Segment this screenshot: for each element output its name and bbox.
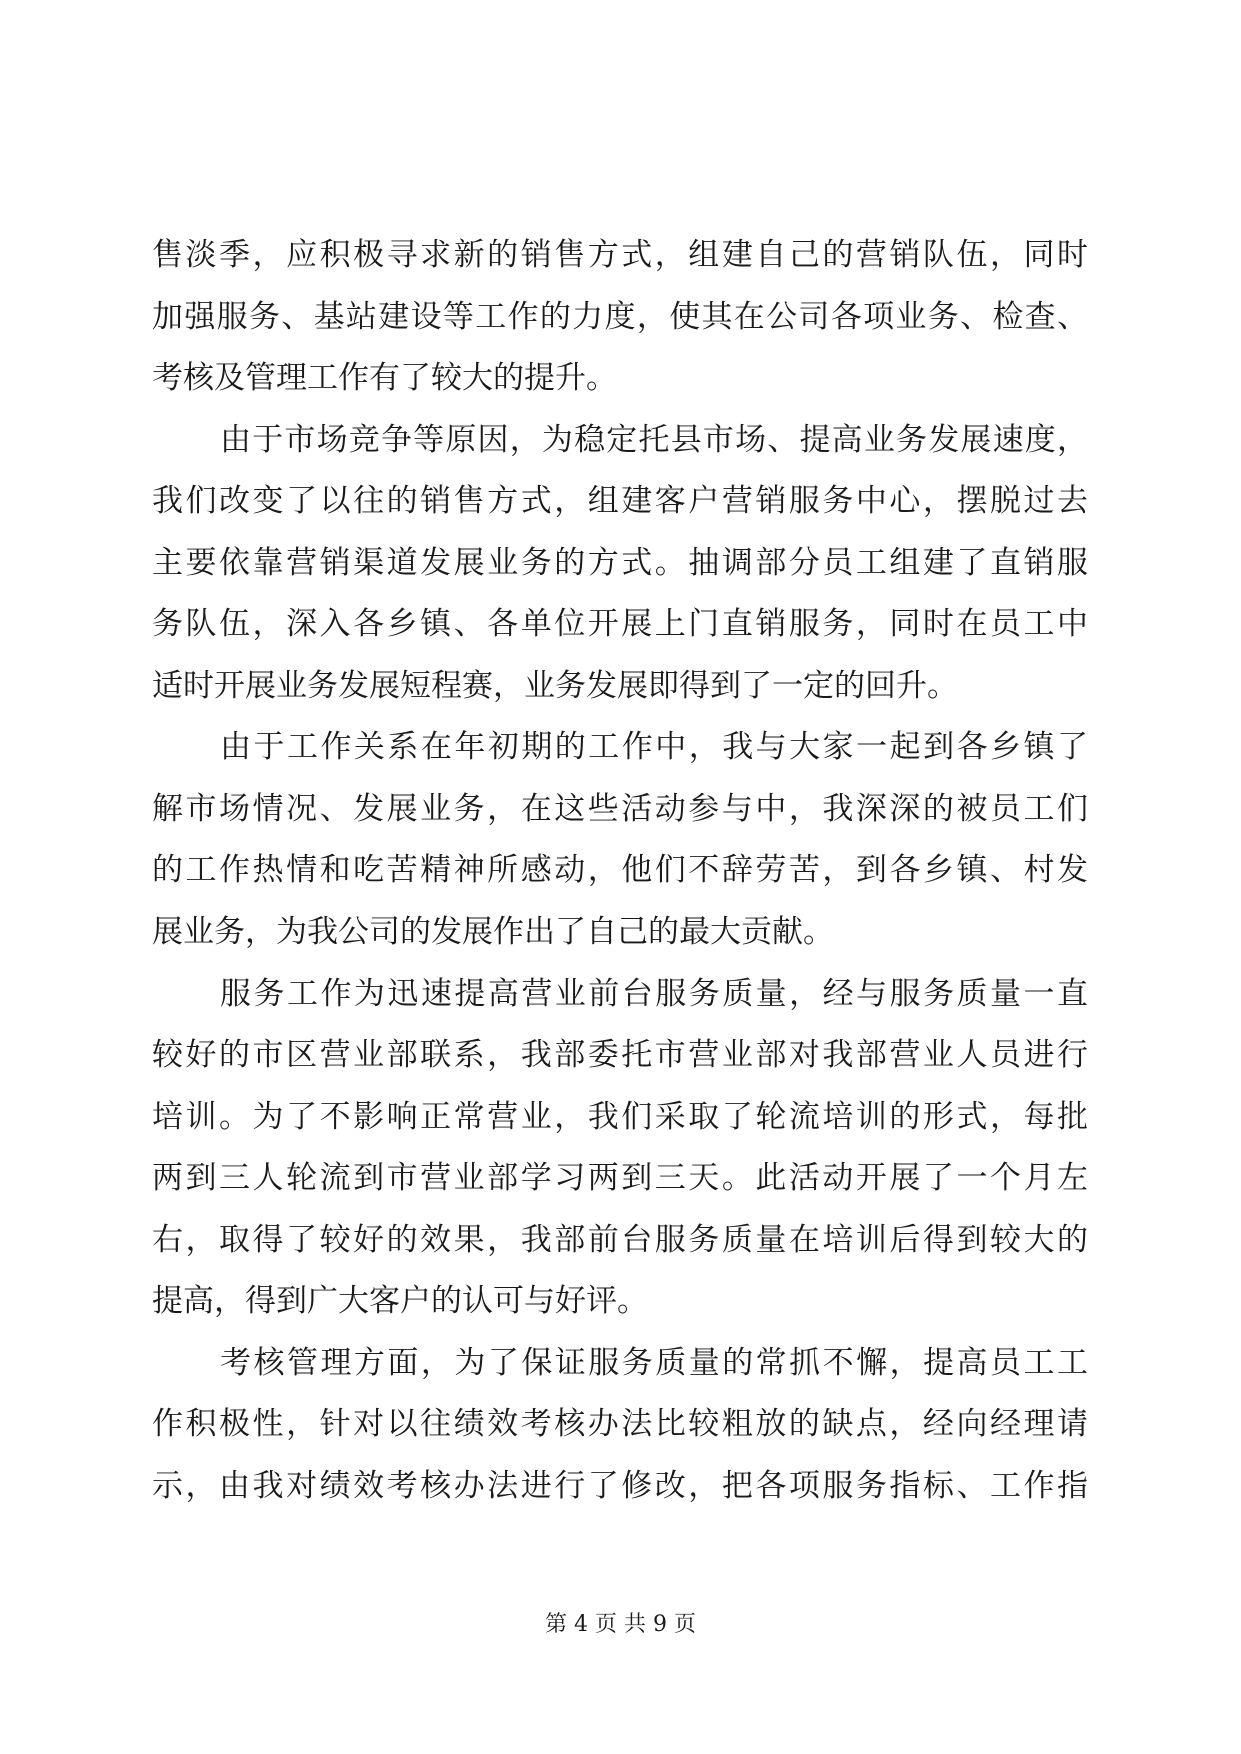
text-line: 示，由我对绩效考核办法进行了修改，把各项服务指标、工作指: [152, 1467, 1088, 1504]
text-line: 提高，得到广大客户的认可与好评。: [152, 1283, 648, 1320]
text-line: 考核及管理工作有了较大的提升。: [152, 360, 617, 397]
text-line: 我们改变了以往的销售方式，组建客户营销服务中心，摆脱过去: [152, 483, 1088, 520]
text-line: 解市场情况、发展业务，在这些活动参与中，我深深的被员工们: [152, 790, 1088, 827]
text-line: 加强服务、基站建设等工作的力度，使其在公司各项业务、检查、: [152, 298, 1088, 335]
body-text: [152, 225, 1088, 1517]
text-line: 由于工作关系在年初期的工作中，我与大家一起到各乡镇了: [220, 729, 1088, 766]
text-line: 主要依靠营销渠道发展业务的方式。抽调部分员工组建了直销服: [152, 544, 1088, 581]
text-line: 务队伍，深入各乡镇、各单位开展上门直销服务，同时在员工中: [152, 606, 1088, 643]
text-line: 由于市场竞争等原因，为稳定托县市场、提高业务发展速度，: [220, 421, 1088, 458]
text-line: 的工作热情和吃苦精神所感动，他们不辞劳苦，到各乡镇、村发: [152, 852, 1088, 889]
page-footer: 第 4 页 共 9 页: [545, 1612, 696, 1637]
text-line: 作积极性，针对以往绩效考核办法比较粗放的缺点，经向经理请: [152, 1406, 1088, 1443]
text-line: 展业务，为我公司的发展作出了自己的最大贡献。: [152, 914, 834, 951]
text-line: 两到三人轮流到市营业部学习两到三天。此活动开展了一个月左: [152, 1160, 1088, 1197]
text-line: 右，取得了较好的效果，我部前台服务质量在培训后得到较大的: [152, 1221, 1088, 1258]
text-line: 培训。为了不影响正常营业，我们采取了轮流培训的形式，每批: [152, 1098, 1088, 1135]
text-line: 服务工作为迅速提高营业前台服务质量，经与服务质量一直: [220, 975, 1088, 1012]
text-line: 售淡季，应积极寻求新的销售方式，组建自己的营销队伍，同时: [152, 237, 1088, 273]
text-line: 较好的市区营业部联系，我部委托市营业部对我部营业人员进行: [152, 1037, 1088, 1074]
text-line: 考核管理方面，为了保证服务质量的常抓不懈，提高员工工: [220, 1344, 1088, 1381]
text-line: 适时开展业务发展短程赛，业务发展即得到了一定的回升。: [152, 667, 958, 704]
